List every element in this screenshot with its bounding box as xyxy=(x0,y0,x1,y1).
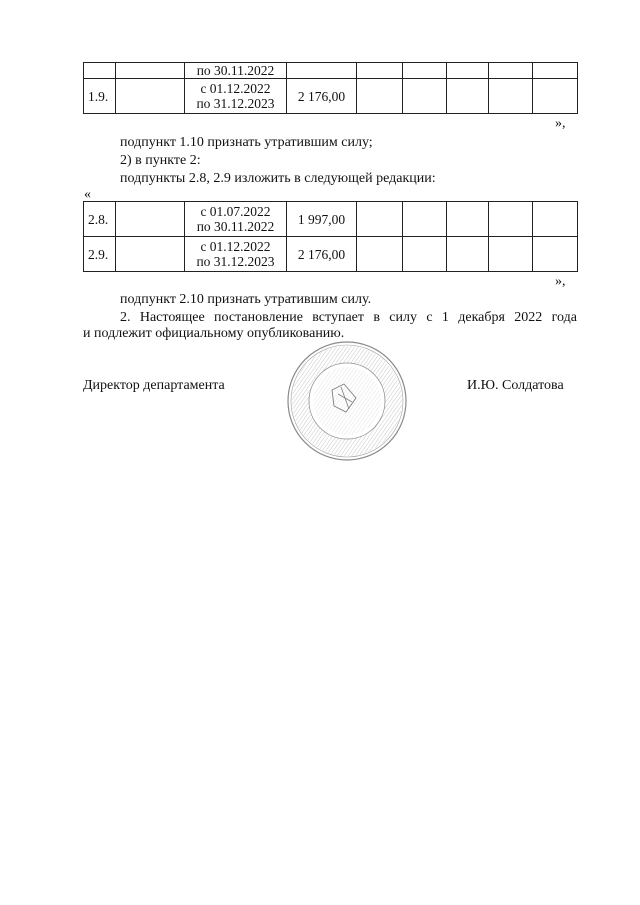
empty-cell xyxy=(447,237,489,272)
empty-cell xyxy=(403,202,447,237)
signatory-name: И.Ю. Солдатова xyxy=(467,378,564,393)
table-row xyxy=(84,63,578,79)
value-cell xyxy=(287,63,357,79)
text-subpoints-2-8-2-9: подпункты 2.8, 2.9 изложить в следующей редакции: xyxy=(120,171,436,186)
empty-cell xyxy=(116,202,185,237)
row-number: 1.9. xyxy=(84,79,116,114)
row-number xyxy=(84,63,116,79)
value-cell: 1 997,00 xyxy=(287,202,357,237)
empty-cell xyxy=(533,63,578,79)
text-subpoint-1-10: подпункт 1.10 признать утратившим силу; xyxy=(120,135,373,150)
empty-cell xyxy=(489,79,533,114)
value-cell: 2 176,00 xyxy=(287,79,357,114)
period-cell xyxy=(185,63,287,79)
period-to: по 30.11.2022 xyxy=(196,63,275,78)
period-cell xyxy=(185,202,287,237)
empty-cell xyxy=(489,237,533,272)
period-from: с 01.12.2022 xyxy=(200,81,271,96)
official-stamp-icon xyxy=(286,340,408,462)
empty-cell xyxy=(447,202,489,237)
final-paragraph xyxy=(83,310,577,342)
empty-cell xyxy=(116,237,185,272)
empty-cell xyxy=(116,79,185,114)
empty-cell xyxy=(403,63,447,79)
row-number: 2.8. xyxy=(84,202,116,237)
empty-cell xyxy=(403,237,447,272)
tariff-table-2 xyxy=(83,201,578,272)
period-from: с 01.12.2022 xyxy=(200,239,271,254)
empty-cell xyxy=(357,63,403,79)
empty-cell xyxy=(403,79,447,114)
empty-cell xyxy=(489,63,533,79)
period-to: по 31.12.2023 xyxy=(196,96,275,111)
period-to: по 30.11.2022 xyxy=(196,219,275,234)
period-to: по 31.12.2023 xyxy=(196,254,275,269)
table-row xyxy=(84,79,578,114)
text-subpoint-2-10: подпункт 2.10 признать утратившим силу. xyxy=(120,292,372,307)
empty-cell xyxy=(533,79,578,114)
closing-quote: », xyxy=(555,116,566,131)
empty-cell xyxy=(116,63,185,79)
empty-cell xyxy=(357,79,403,114)
table-row xyxy=(84,202,578,237)
row-number: 2.9. xyxy=(84,237,116,272)
text-item-2: 2) в пункте 2: xyxy=(120,153,201,168)
signatory-position: Директор департамента xyxy=(83,378,225,393)
period-from: с 01.07.2022 xyxy=(200,204,271,219)
period-cell xyxy=(185,79,287,114)
final-paragraph-line-2: и подлежит официальному опубликованию. xyxy=(83,326,345,341)
empty-cell xyxy=(533,202,578,237)
table-row xyxy=(84,237,578,272)
opening-quote: « xyxy=(84,187,91,202)
empty-cell xyxy=(357,237,403,272)
closing-quote: », xyxy=(555,274,566,289)
tariff-table-1 xyxy=(83,62,578,114)
final-paragraph-line-1: 2. Настоящее постановление вступает в силу с 1 декабря 2022 года xyxy=(120,310,577,325)
empty-cell xyxy=(447,79,489,114)
empty-cell xyxy=(533,237,578,272)
empty-cell xyxy=(447,63,489,79)
empty-cell xyxy=(489,202,533,237)
period-cell xyxy=(185,237,287,272)
empty-cell xyxy=(357,202,403,237)
value-cell: 2 176,00 xyxy=(287,237,357,272)
